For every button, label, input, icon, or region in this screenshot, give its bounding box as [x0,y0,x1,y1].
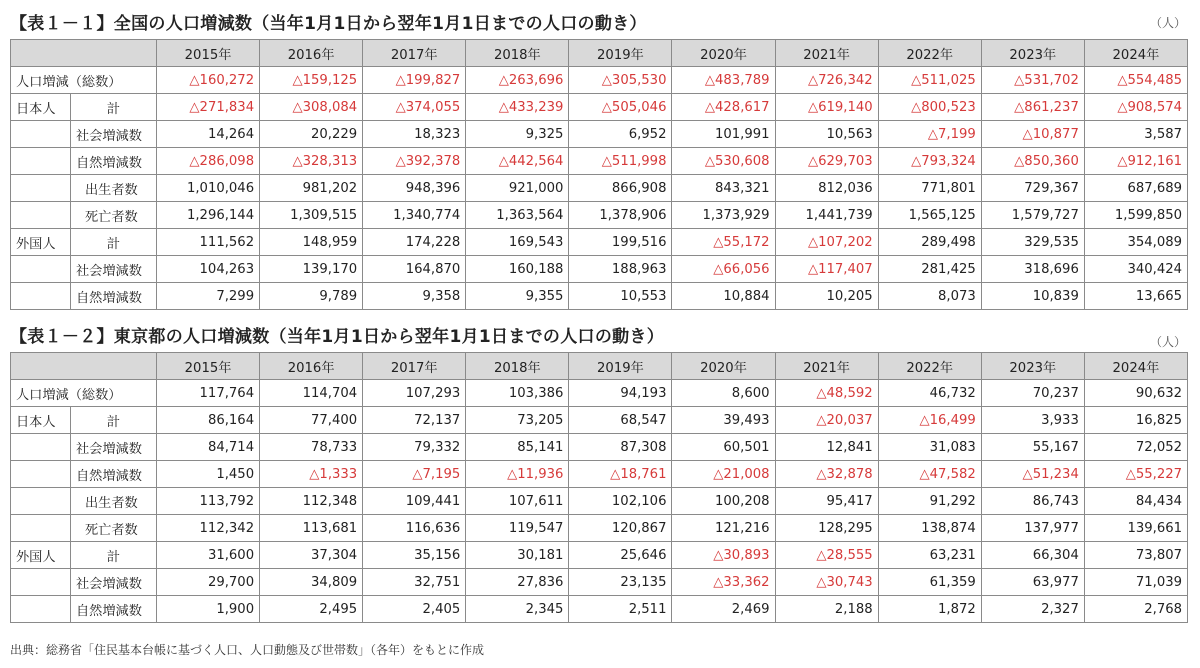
data-cell: 13,665 [1084,283,1187,310]
data-cell: 73,807 [1084,542,1187,569]
data-cell: 137,977 [981,515,1084,542]
year-header: 2023年 [981,353,1084,380]
row-sublabel: 出生者数 [71,175,157,202]
data-cell: 107,293 [363,380,466,407]
table-row [11,569,1188,596]
data-cell: 34,809 [260,569,363,596]
data-cell: 72,137 [363,407,466,434]
year-header: 2019年 [569,40,672,67]
year-header: 2015年 [157,40,260,67]
data-cell: 318,696 [981,256,1084,283]
data-cell: 2,495 [260,596,363,623]
data-cell: 9,355 [466,283,569,310]
data-cell: 27,836 [466,569,569,596]
year-header: 2019年 [569,353,672,380]
data-cell: △619,140 [775,94,878,121]
data-cell: 84,714 [157,434,260,461]
header-corner [11,40,157,67]
data-cell: 843,321 [672,175,775,202]
row-label [11,175,71,202]
data-cell: △160,272 [157,67,260,94]
table1-unit: （人） [1149,16,1186,30]
row-label: 人口増減（総数） [11,67,157,94]
data-cell: △433,239 [466,94,569,121]
data-cell: 35,156 [363,542,466,569]
row-sublabel: 社会増減数 [71,569,157,596]
data-cell: 102,106 [569,488,672,515]
data-cell: △483,789 [672,67,775,94]
table-row [11,488,1188,515]
data-cell: 73,205 [466,407,569,434]
data-cell: 23,135 [569,569,672,596]
table-row [11,229,1188,256]
table1-title: 【表１－１】全国の人口増減数（当年1月1日から翌年1月1日までの人口の動き） [10,14,647,34]
row-sublabel: 社会増減数 [71,434,157,461]
data-cell: △30,743 [775,569,878,596]
data-cell: 3,933 [981,407,1084,434]
data-cell: 329,535 [981,229,1084,256]
data-cell: △10,877 [981,121,1084,148]
data-cell: 116,636 [363,515,466,542]
data-cell: △32,878 [775,461,878,488]
data-cell: △374,055 [363,94,466,121]
data-cell: 169,543 [466,229,569,256]
data-cell: 39,493 [672,407,775,434]
data-cell: △428,617 [672,94,775,121]
data-cell: 9,358 [363,283,466,310]
table-row [11,121,1188,148]
year-header: 2023年 [981,40,1084,67]
data-cell: △511,998 [569,148,672,175]
data-cell: △48,592 [775,380,878,407]
row-label [11,256,71,283]
data-cell: 1,010,046 [157,175,260,202]
row-sublabel: 死亡者数 [71,515,157,542]
data-cell: △21,008 [672,461,775,488]
data-cell: 10,205 [775,283,878,310]
source-note: 出典：総務省「住民基本台帳に基づく人口、人口動態及び世帯数」（各年）をもとに作成 [10,643,485,657]
data-cell: 112,342 [157,515,260,542]
row-label: 外国人 [11,229,71,256]
data-cell: △530,608 [672,148,775,175]
data-cell: △16,499 [878,407,981,434]
data-cell: 281,425 [878,256,981,283]
row-sublabel: 死亡者数 [71,202,157,229]
table-row [11,407,1188,434]
data-cell: △107,202 [775,229,878,256]
data-cell: 46,732 [878,380,981,407]
data-cell: 1,441,739 [775,202,878,229]
data-cell: △20,037 [775,407,878,434]
data-cell: 29,700 [157,569,260,596]
data-cell: 16,825 [1084,407,1187,434]
data-cell: 100,208 [672,488,775,515]
year-header: 2018年 [466,40,569,67]
data-cell: 14,264 [157,121,260,148]
data-cell: △55,227 [1084,461,1187,488]
data-cell: 8,600 [672,380,775,407]
table-row [11,596,1188,623]
data-cell: 1,872 [878,596,981,623]
data-cell: △159,125 [260,67,363,94]
table-row [11,175,1188,202]
data-cell: 25,646 [569,542,672,569]
row-label: 日本人 [11,407,71,434]
data-cell: 2,405 [363,596,466,623]
data-cell: △286,098 [157,148,260,175]
year-header: 2024年 [1084,40,1187,67]
data-cell: △305,530 [569,67,672,94]
data-cell: △505,046 [569,94,672,121]
data-cell: △392,378 [363,148,466,175]
row-sublabel: 社会増減数 [71,256,157,283]
data-cell: 771,801 [878,175,981,202]
row-label [11,148,71,175]
data-cell: △793,324 [878,148,981,175]
data-cell: 87,308 [569,434,672,461]
data-cell: 55,167 [981,434,1084,461]
row-sublabel: 計 [71,229,157,256]
table-row [11,148,1188,175]
data-cell: 78,733 [260,434,363,461]
table2-unit: （人） [1149,335,1186,349]
data-cell: 107,611 [466,488,569,515]
year-header: 2018年 [466,353,569,380]
row-label: 人口増減（総数） [11,380,157,407]
data-cell: 1,599,850 [1084,202,1187,229]
data-cell: 68,547 [569,407,672,434]
data-cell: 2,511 [569,596,672,623]
data-cell: 6,952 [569,121,672,148]
data-cell: 921,000 [466,175,569,202]
table-row [11,461,1188,488]
data-cell: 9,789 [260,283,363,310]
data-cell: 86,743 [981,488,1084,515]
data-cell: 354,089 [1084,229,1187,256]
row-sublabel: 自然増減数 [71,596,157,623]
data-cell: 729,367 [981,175,1084,202]
table-row [11,515,1188,542]
table-row [11,283,1188,310]
year-header: 2016年 [260,353,363,380]
data-cell: 188,963 [569,256,672,283]
table2-title: 【表１－２】東京都の人口増減数（当年1月1日から翌年1月1日までの人口の動き） [10,327,665,347]
year-header: 2021年 [775,353,878,380]
data-cell: 687,689 [1084,175,1187,202]
row-label: 外国人 [11,542,71,569]
year-header: 2024年 [1084,353,1187,380]
data-cell: 2,345 [466,596,569,623]
data-cell: 85,141 [466,434,569,461]
data-cell: 2,188 [775,596,878,623]
data-cell: 77,400 [260,407,363,434]
data-cell: △28,555 [775,542,878,569]
data-cell: 164,870 [363,256,466,283]
data-cell: 12,841 [775,434,878,461]
data-cell: 7,299 [157,283,260,310]
data-cell: 104,263 [157,256,260,283]
data-cell: 63,977 [981,569,1084,596]
data-cell: 114,704 [260,380,363,407]
data-cell: 71,039 [1084,569,1187,596]
data-cell: 94,193 [569,380,672,407]
data-cell: 139,170 [260,256,363,283]
row-label: 日本人 [11,94,71,121]
data-cell: △30,893 [672,542,775,569]
table-row [11,256,1188,283]
data-cell: 120,867 [569,515,672,542]
data-cell: △11,936 [466,461,569,488]
year-header: 2017年 [363,353,466,380]
row-label [11,488,71,515]
data-cell: △117,407 [775,256,878,283]
table-row [11,94,1188,121]
data-cell: 174,228 [363,229,466,256]
data-cell: 1,340,774 [363,202,466,229]
data-cell: 30,181 [466,542,569,569]
data-cell: 128,295 [775,515,878,542]
data-cell: 90,632 [1084,380,1187,407]
data-cell: 1,363,564 [466,202,569,229]
data-cell: 148,959 [260,229,363,256]
data-cell: 60,501 [672,434,775,461]
data-cell: △7,195 [363,461,466,488]
data-cell: 1,373,929 [672,202,775,229]
row-label [11,515,71,542]
data-cell: 63,231 [878,542,981,569]
data-cell: △66,056 [672,256,775,283]
data-cell: 111,562 [157,229,260,256]
data-cell: 812,036 [775,175,878,202]
data-cell: 95,417 [775,488,878,515]
data-cell: 1,378,906 [569,202,672,229]
year-header: 2016年 [260,40,363,67]
data-cell: 866,908 [569,175,672,202]
data-cell: 9,325 [466,121,569,148]
data-cell: △800,523 [878,94,981,121]
table1 [10,39,1188,310]
data-cell: △18,761 [569,461,672,488]
data-cell: △629,703 [775,148,878,175]
data-cell: 1,900 [157,596,260,623]
year-header: 2017年 [363,40,466,67]
row-label [11,202,71,229]
data-cell: 101,991 [672,121,775,148]
header-corner [11,353,157,380]
data-cell: 10,839 [981,283,1084,310]
data-cell: 2,469 [672,596,775,623]
header-row [11,40,1188,67]
data-cell: 199,516 [569,229,672,256]
row-label [11,461,71,488]
row-label [11,121,71,148]
data-cell: 138,874 [878,515,981,542]
row-sublabel: 出生者数 [71,488,157,515]
data-cell: 1,309,515 [260,202,363,229]
data-cell: 139,661 [1084,515,1187,542]
data-cell: 948,396 [363,175,466,202]
data-cell: 10,884 [672,283,775,310]
data-cell: △850,360 [981,148,1084,175]
data-cell: △271,834 [157,94,260,121]
data-cell: 61,359 [878,569,981,596]
row-sublabel: 自然増減数 [71,283,157,310]
row-sublabel: 計 [71,407,157,434]
data-cell: △554,485 [1084,67,1187,94]
data-cell: 91,292 [878,488,981,515]
row-sublabel: 自然増減数 [71,148,157,175]
data-cell: 79,332 [363,434,466,461]
data-cell: △328,313 [260,148,363,175]
data-cell: 2,768 [1084,596,1187,623]
table-row [11,434,1188,461]
data-cell: 18,323 [363,121,466,148]
data-cell: 84,434 [1084,488,1187,515]
data-cell: 1,450 [157,461,260,488]
year-header: 2021年 [775,40,878,67]
row-label [11,569,71,596]
data-cell: △263,696 [466,67,569,94]
data-cell: 160,188 [466,256,569,283]
data-cell: △726,342 [775,67,878,94]
data-cell: 113,792 [157,488,260,515]
table-row [11,202,1188,229]
header-row [11,353,1188,380]
year-header: 2020年 [672,353,775,380]
data-cell: 86,164 [157,407,260,434]
data-cell: 31,083 [878,434,981,461]
year-header: 2022年 [878,40,981,67]
data-cell: 113,681 [260,515,363,542]
data-cell: 3,587 [1084,121,1187,148]
row-label [11,434,71,461]
data-cell: 32,751 [363,569,466,596]
data-cell: 37,304 [260,542,363,569]
data-cell: △511,025 [878,67,981,94]
data-cell: 66,304 [981,542,1084,569]
row-label [11,283,71,310]
row-sublabel: 計 [71,542,157,569]
data-cell: 70,237 [981,380,1084,407]
row-sublabel: 計 [71,94,157,121]
data-cell: △51,234 [981,461,1084,488]
data-cell: 8,073 [878,283,981,310]
row-label [11,596,71,623]
data-cell: 109,441 [363,488,466,515]
data-cell: △861,237 [981,94,1084,121]
data-cell: 112,348 [260,488,363,515]
data-cell: △912,161 [1084,148,1187,175]
year-header: 2020年 [672,40,775,67]
data-cell: 1,565,125 [878,202,981,229]
data-cell: 2,327 [981,596,1084,623]
data-cell: 340,424 [1084,256,1187,283]
data-cell: 20,229 [260,121,363,148]
year-header: 2022年 [878,353,981,380]
data-cell: △33,362 [672,569,775,596]
row-sublabel: 自然増減数 [71,461,157,488]
data-cell: 121,216 [672,515,775,542]
table-row [11,542,1188,569]
data-cell: △47,582 [878,461,981,488]
data-cell: △308,084 [260,94,363,121]
data-cell: 981,202 [260,175,363,202]
table2 [10,352,1188,623]
row-sublabel: 社会増減数 [71,121,157,148]
data-cell: 119,547 [466,515,569,542]
data-cell: △1,333 [260,461,363,488]
table-row [11,380,1188,407]
data-cell: 1,296,144 [157,202,260,229]
data-cell: 117,764 [157,380,260,407]
data-cell: 72,052 [1084,434,1187,461]
data-cell: 289,498 [878,229,981,256]
data-cell: △442,564 [466,148,569,175]
data-cell: △55,172 [672,229,775,256]
data-cell: △531,702 [981,67,1084,94]
data-cell: 31,600 [157,542,260,569]
data-cell: △199,827 [363,67,466,94]
data-cell: △7,199 [878,121,981,148]
table-row [11,67,1188,94]
data-cell: 103,386 [466,380,569,407]
data-cell: 10,553 [569,283,672,310]
data-cell: 10,563 [775,121,878,148]
year-header: 2015年 [157,353,260,380]
data-cell: △908,574 [1084,94,1187,121]
data-cell: 1,579,727 [981,202,1084,229]
